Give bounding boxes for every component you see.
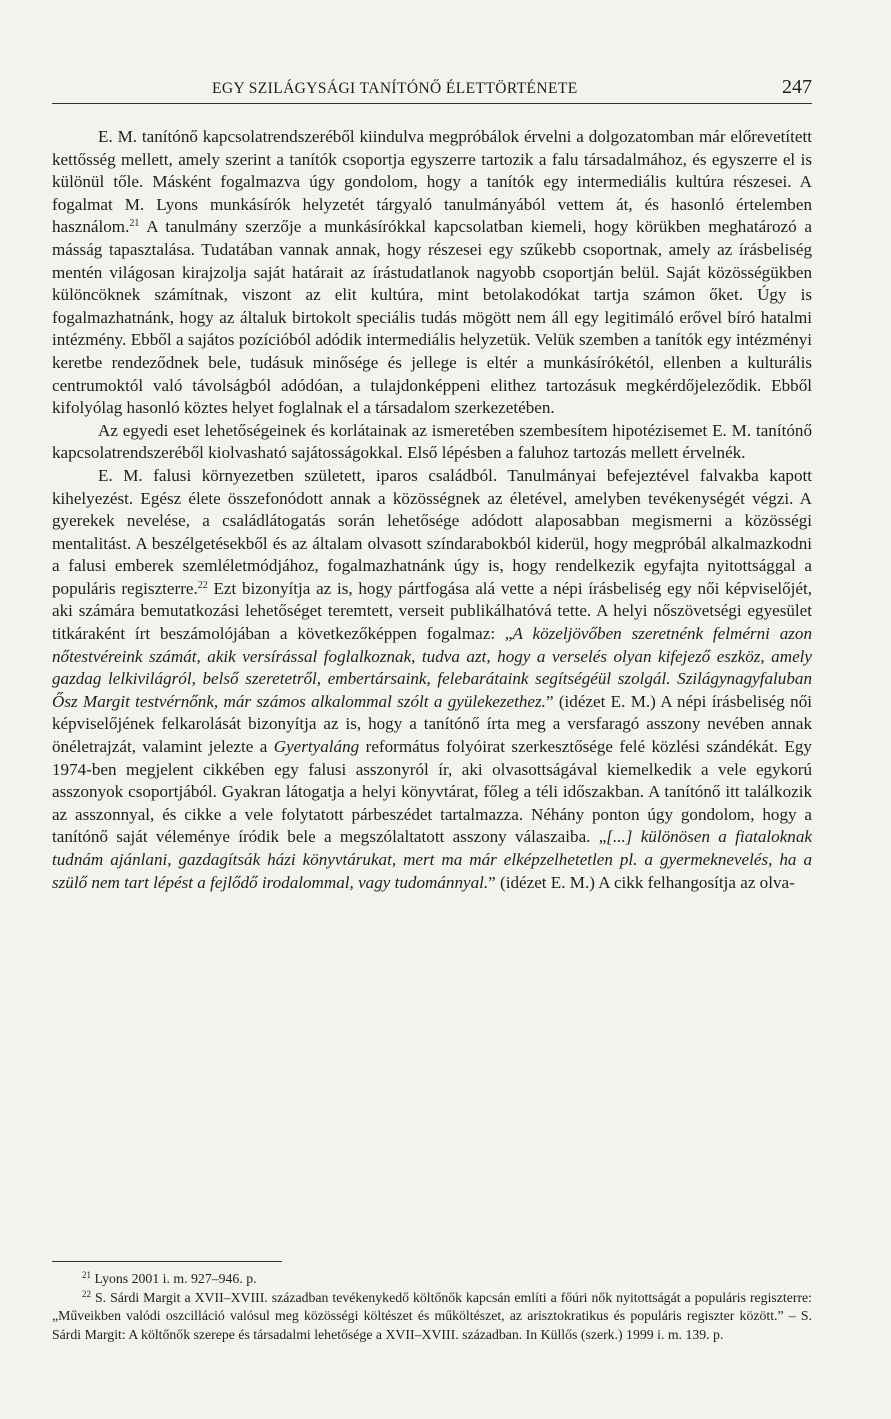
footnote-22-text: S. Sárdi Margit a XVII–XVIII. században tevékenykedő költőnők kapcsán említi a főúri nők nyitottságát a populáris regiszterre: „Műveikben valódi oszcilláció valósul meg közösségi költészet és műköltészet, az arisztokratikus és populáris regiszter között.” – S. Sárdi Margit: A költőnők szerepe és társadalmi lehetősége a XVII–XVIII. században. In Küllős (szerk.) 1999 i. m. 139. p. [52, 1289, 812, 1342]
paragraph-3 [52, 465, 812, 894]
footnote-22-number: 22 [82, 1288, 91, 1299]
quote-1: A közeljövőben szeretnénk felmérni azon nőtestvéreink számát, akik versírással foglalkoznak, tudva azt, hogy a verselés olyan kifejező eszköz, amely gazdag lelkivilágról, belső szeretetről, embertársaink, felebarátaink segítségéül szolgál. Szilágynagyfaluban Ősz Margit testvérnőnk, már számos alkalommal szólt a gyülekezethez. [52, 624, 812, 711]
footnote-ref-22: 22 [197, 579, 208, 591]
footnote-21-number: 21 [82, 1270, 91, 1280]
paragraph-3-text-b: Ezt bizonyítja az is, hogy pártfogása alá vette a népi írásbeliség egy női képviselőjét, aki számára bemutatkozási lehetőséget teremtett, verseit publikálhatóvá tette. A helyi nőszövetségi egyesület titkáraként írt beszámolójában a következőképpen fogalmaz: „ [52, 578, 812, 644]
paragraph-1-text-a: E. M. tanítónő kapcsolatrendszeréből kiindulva megpróbálok érvelni a dolgozatomban már előrevetített kettősség mellett, amely szerint a tanítók csoportja egyszerre tartozik a falu társadalmához, és egyszerre el is különül tőle. Másként fogalmazva úgy gondolom, hogy a tanítók egy intermediális kultúra részesei. A fogalmat M. Lyons munkásírók helyzetét tárgyaló tanulmányából vettem át, és hasonló értelemben használom. [52, 127, 812, 237]
footnote-21 [52, 1270, 812, 1289]
footnote-21-text: Lyons 2001 i. m. 927–946. p. [91, 1271, 257, 1286]
paragraph-1 [52, 126, 812, 420]
paragraph-1-text-b: A tanulmány szerzője a munkásírókkal kapcsolatban kiemeli, hogy körükben meghatározó a másság tapasztalása. Tudatában vannak annak, hogy részesei egy szűkebb csoportnak, amely az írásbeliség mentén világosan kirajzolja saját határait az írástudatlanok nagyobb csoportján belül. Saját közösségükben különcöknek számítnak, viszont az elit kultúra, mint betolakodókat tartja számon őket. Úgy is fogalmazhatnánk, hogy az általuk birtokolt speciális tudás mögött nem áll egy legitimáló erővel bíró hatalmi intézmény. Ebből a sajátos pozícióból adódik intermediális helyzetük. Velük szemben a tanítók egy intézményi keretbe rendeződnek bele, tudásuk minősége és jellege is eltér a munkásírókétól, ellenben a kulturális centrumoktól való távolságból adódóan, a tulajdonképpeni elithez tartozásuk megkérdőjeleződik. Ebből kifolyólag hasonló köztes helyet foglalnak el a társadalom szerkezetében. [52, 217, 812, 418]
footnotes [52, 1270, 812, 1344]
running-title: EGY SZILÁGYSÁGI TANÍTÓNŐ ÉLETTÖRTÉNETE [212, 80, 578, 97]
running-header [52, 76, 812, 102]
footnote-rule [52, 1261, 282, 1262]
header-rule [52, 103, 812, 104]
page-number: 247 [782, 76, 812, 98]
paragraph-3-text-d: református folyóirat szerkesztősége felé közlési szándékát. Egy 1974-ben megjelent cikkében egy falusi asszonyról ír, aki olvasottságával kiemelkedik a vele egykorú asszonyok csoportjából. Gyakran látogatja a helyi könyvtárat, főleg a téli időszakban. A tanítónő itt találkozik az asszonnyal, és cikke a vele folytatott párbeszédet tartalmazza. Néhány ponton úgy gondolom, hogy a tanítónő saját véleménye íródik bele a megszólaltatott asszony válaszaiba. „ [52, 737, 812, 847]
journal-title: Gyertyaláng [273, 737, 360, 757]
paragraph-3-text-a: E. M. falusi környezetben született, iparos családból. Tanulmányai befejeztével falvakba kapott kihelyezést. Egész élete összefonódott annak a közösségnek az életével, amelyben tevékenységét végzi. A gyerekek nevelése, a családlátogatás során lehetősége adódott alaposabban megismerni a közösségi mentalitást. A beszélgetésekből és az általam olvasott színdarabokból kiderül, hogy megpróbál alkalmazkodni a falusi emberek szemléletmódjához, fogalmazhatnánk úgy is, hogy rendelkezik egyfajta nyitottsággal a populáris regiszterre. [52, 465, 812, 598]
paragraph-3-text-c: ” (idézet E. M.) A népi írásbeliség női képviselőjének felkarolását bizonyítja az is, hogy a tanítónő írta meg a versfaragó asszony nevében annak önéletrajzát, valamint jelezte a [52, 691, 812, 757]
quote-2: [...] különösen a fiataloknak tudnám ajánlani, gazdagítsák házi könyvtárukat, mert ma már elképzelhetetlen pl. a gyermeknevelés, ha a szülő nem tart lépést a fejlődő irodalommal, vagy tudománnyal. [52, 827, 812, 892]
footnote-22 [52, 1289, 812, 1345]
paragraph-2: Az egyedi eset lehetőségeinek és korlátainak az ismeretében szembesítem hipotézisemet E. M. tanítónő kapcsolatrendszeréből kiolvasható sajátosságokkal. Első lépésben a faluhoz tartozás mellett érvelnék. [52, 420, 812, 463]
body-text [52, 126, 812, 894]
footnote-ref-21: 21 [129, 218, 140, 230]
paragraph-3-text-e: ” (idézet E. M.) A cikk felhangosítja az olva- [488, 872, 795, 892]
